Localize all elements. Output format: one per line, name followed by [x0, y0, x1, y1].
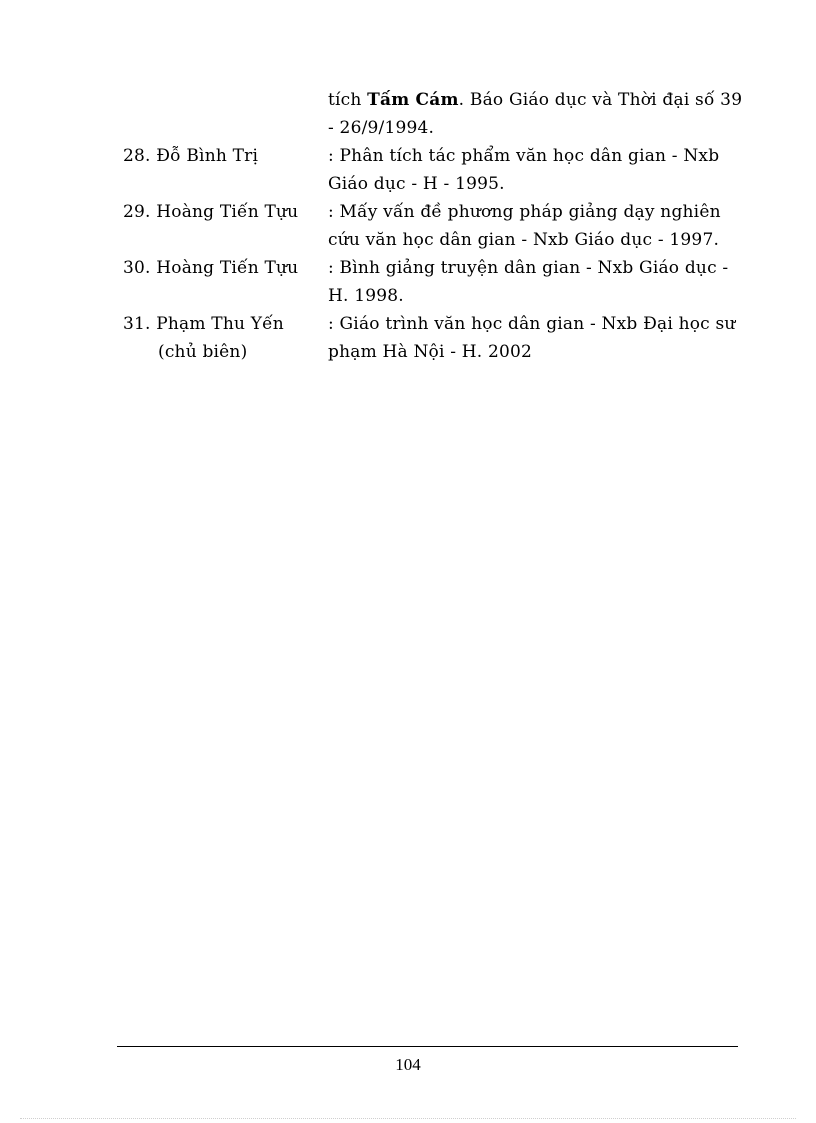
reference-description: Giáo dục - H - 1995.	[328, 174, 505, 194]
reference-author-role: (chủ biên)	[158, 342, 248, 362]
reference-text: tích	[328, 90, 368, 110]
reference-author: 31. Phạm Thu Yến	[123, 314, 284, 334]
page-number: 104	[395, 1055, 421, 1074]
reference-author: 28. Đỗ Bình Trị	[123, 146, 259, 166]
page-bottom-edge	[20, 1118, 796, 1119]
reference-continuation-line-2: - 26/9/1994.	[328, 118, 435, 138]
reference-title-bold: Tấm Cám	[367, 90, 459, 110]
reference-description: : Giáo trình văn học dân gian - Nxb Đại học sư	[328, 314, 736, 334]
footer-divider	[117, 1046, 738, 1047]
reference-description: : Mấy vấn đề phương pháp giảng dạy nghiên	[328, 202, 721, 222]
reference-author: 30. Hoàng Tiến Tựu	[123, 258, 299, 278]
reference-description: phạm Hà Nội - H. 2002	[328, 342, 533, 362]
reference-author: 29. Hoàng Tiến Tựu	[123, 202, 299, 222]
reference-description: H. 1998.	[328, 286, 404, 306]
reference-description: : Bình giảng truyện dân gian - Nxb Giáo dục -	[328, 258, 729, 278]
reference-description: cứu văn học dân gian - Nxb Giáo dục - 1997.	[328, 230, 720, 250]
reference-text: . Báo Giáo dục và Thời đại số 39	[458, 90, 743, 110]
reference-description: : Phân tích tác phẩm văn học dân gian - Nxb	[328, 146, 720, 166]
reference-continuation-line-1	[328, 89, 742, 111]
